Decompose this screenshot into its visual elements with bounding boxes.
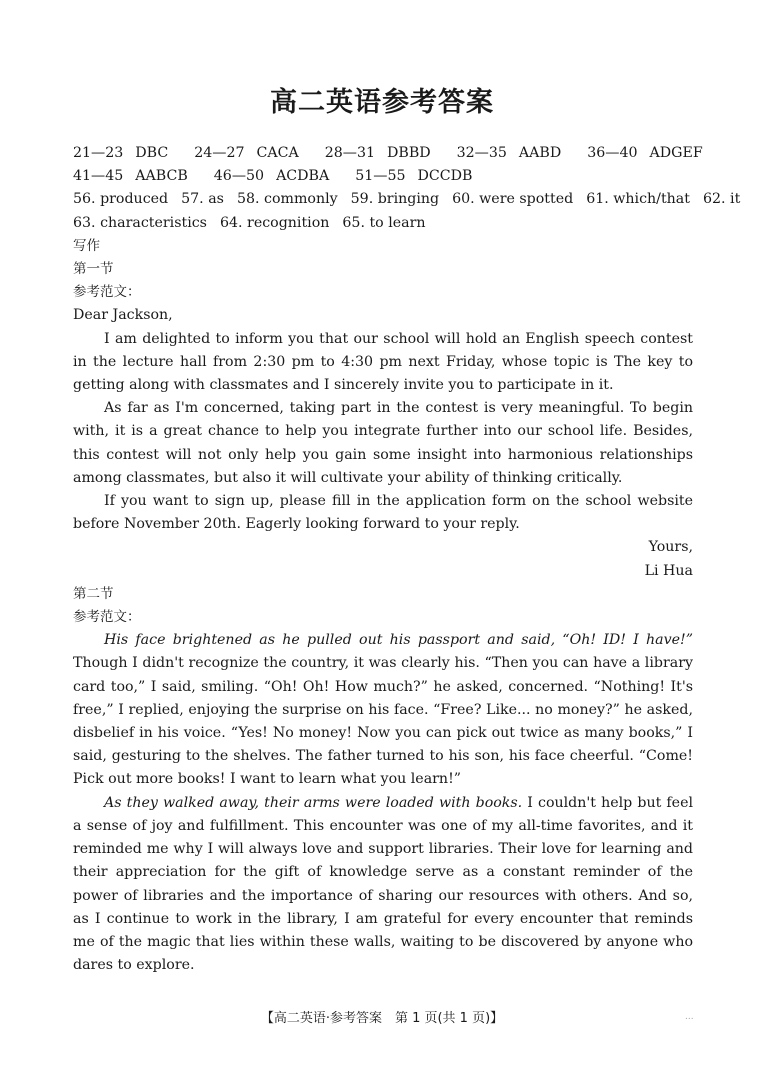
answer-group xyxy=(214,165,341,188)
letter-paragraph-3: If you want to sign up, please fill in the application form on the school website before November 20th. Eagerly looking forward to your reply. xyxy=(73,493,693,533)
page-footer: 【高二英语·参考答案 第 1 页(共 1 页)】 xyxy=(260,1011,504,1026)
answer-group xyxy=(194,142,311,165)
answer-keys: DBBD xyxy=(387,145,431,161)
sample-label: 参考范文： xyxy=(73,609,141,626)
question-range: 21—23 xyxy=(73,145,124,161)
answers-row-2 xyxy=(73,165,693,188)
letter-paragraph-2: As far as I'm concerned, taking part in the contest is very meaningful. To begin with, it is a great chance to help you integrate further into our school life. Besides, this contest will not only help you gain some insight into harmonious relationships among classmates, but also it will cultivate your ability of thinking critically. xyxy=(73,400,693,486)
story-continuation: I couldn't help but feel a sense of joy and fulfillment. This encounter was one of my all-time favorites, and it reminded me why I will always love and support libraries. Their love for learning and their appreciation for the gift of knowledge serve as a constant reminder of the power of libraries and the importance of sharing our resources with others. And so, as I continue to work in the library, I am grateful for every encounter that reminds me of the magic that lies within these walls, waiting to be discovered by anyone who dares to explore. xyxy=(73,794,693,974)
answer-group xyxy=(457,142,574,165)
fill-answer: 65. to learn xyxy=(342,214,426,231)
letter-greeting: Dear Jackson, xyxy=(73,307,173,324)
answer-group xyxy=(73,165,200,188)
question-range: 32—35 xyxy=(456,145,507,161)
answer-keys: ADGEF xyxy=(649,145,703,161)
answer-group xyxy=(355,165,484,188)
answers-row-3 xyxy=(73,188,741,211)
sample-label: 参考范文： xyxy=(73,284,141,301)
letter-paragraph-1: I am delighted to inform you that our school will hold an English speech contest in the lecture hall from 2:30 pm to 4:30 pm next Friday, whose topic is The key to getting along with classmates and I sincerely invite you to participate in it. xyxy=(73,330,693,394)
answer-keys: DCCDB xyxy=(417,168,473,185)
question-range: 41—45 xyxy=(73,168,124,185)
question-range: 28—31 xyxy=(324,145,376,161)
fill-answer: 63. characteristics xyxy=(73,214,207,231)
fill-answer: 57. as xyxy=(181,191,224,208)
question-range: 24—27 xyxy=(194,145,245,161)
fill-answer: 61. which/that xyxy=(586,191,690,208)
answers-row-1 xyxy=(73,142,703,165)
answer-keys: ACDBA xyxy=(276,168,330,185)
fill-answer: 58. commonly xyxy=(236,191,338,208)
corner-mark: ... xyxy=(685,1012,694,1022)
fill-answer: 60. were spotted xyxy=(452,191,574,208)
given-opening-sentence: As they walked away, their arms were loaded with books. xyxy=(104,794,523,811)
answer-keys: AABD xyxy=(518,145,562,161)
story-continuation: Though I didn't recognize the country, it was clearly his. “Then you can have a library card too,” I said, smiling. “Oh! Oh! How much?” he asked, concerned. “Nothing! It's free,” I replied, enjoying the surprise on his face. “Free? Like... no money?” he asked, disbelief in his voice. “Yes! No money! Now you can pick out twice as many books,” I said, gesturing to the shelves. The father turned to his son, his face cheerful. “Come! Pick out more books! I want to learn what you learn!” xyxy=(73,655,693,788)
letter-signature: Li Hua xyxy=(644,562,693,579)
writing-heading: 写作 xyxy=(73,237,100,254)
letter-closing: Yours, xyxy=(648,539,693,556)
given-opening-sentence: His face brightened as he pulled out his passport and said, “Oh! ID! I have!” xyxy=(104,632,693,649)
answer-keys: CACA xyxy=(256,145,299,161)
question-range: 51—55 xyxy=(355,168,406,185)
answer-group xyxy=(325,142,443,165)
story-paragraph-2 xyxy=(73,792,693,978)
answer-keys: DBC xyxy=(135,145,169,161)
content xyxy=(73,142,741,977)
story-paragraph-1 xyxy=(73,629,693,791)
question-range: 46—50 xyxy=(213,168,265,185)
answer-keys: AABCB xyxy=(135,168,188,185)
section-1-heading: 第一节 xyxy=(73,261,114,278)
answer-group xyxy=(587,142,714,165)
fill-answer: 64. recognition xyxy=(219,214,330,231)
fill-answer: 62. it xyxy=(702,191,741,208)
section-2-heading: 第二节 xyxy=(73,585,114,602)
page-title: 高二英语参考答案 xyxy=(270,87,494,118)
fill-answer: 56. produced xyxy=(73,191,169,208)
question-range: 36—40 xyxy=(587,145,638,161)
answer-group xyxy=(73,142,180,165)
answers-row-4 xyxy=(73,212,693,235)
fill-answer: 59. bringing xyxy=(350,191,440,208)
